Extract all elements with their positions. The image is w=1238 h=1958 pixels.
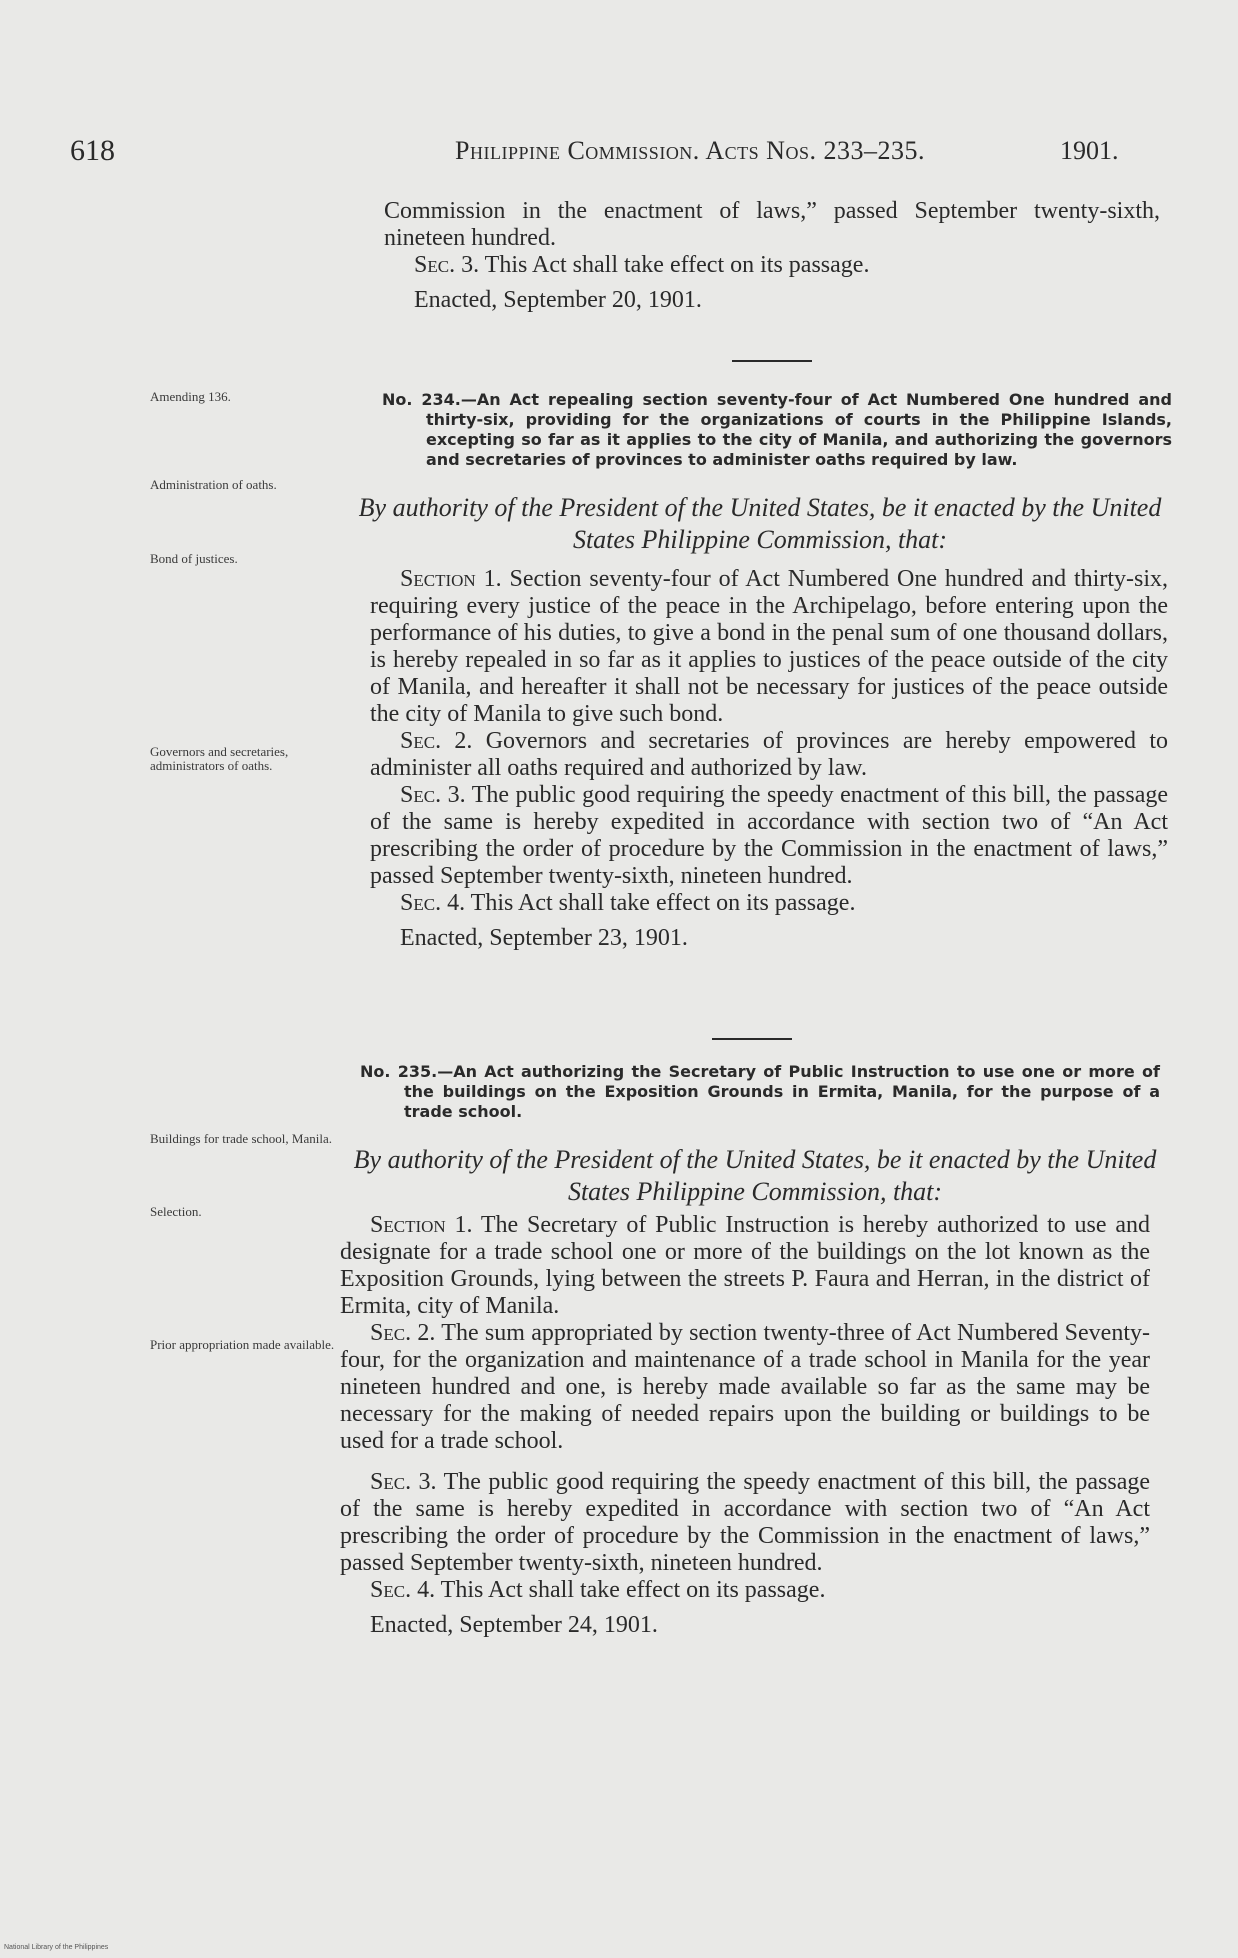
section-label: Sec. 3. bbox=[414, 252, 480, 278]
act-234-enacting-clause: By authority of the President of the United States, be it enacted by the United States Philippine Commission, that: bbox=[358, 493, 1162, 554]
act-234-title bbox=[382, 390, 1172, 470]
act-number: No. 235. bbox=[360, 1062, 438, 1081]
running-head: Philippine Commission. Acts Nos. 233–235. bbox=[455, 136, 925, 165]
margin-note-prior-appropriation: Prior appropriation made available. bbox=[150, 1337, 335, 1352]
act-233-para: Commission in the enactment of laws,” passed September twenty-sixth, nineteen hundred. bbox=[384, 198, 1160, 251]
act-234-sec2 bbox=[370, 728, 1168, 782]
margin-note-bond: Bond of justices. bbox=[150, 551, 238, 566]
act-234-body bbox=[370, 566, 1168, 952]
section-text: This Act shall take effect on its passage. bbox=[440, 1577, 826, 1603]
act-235-enacted: Enacted, September 24, 1901. bbox=[370, 1612, 658, 1638]
section-label: Sec. 3. bbox=[370, 1469, 437, 1495]
section-text: This Act shall take effect on its passage. bbox=[470, 890, 856, 916]
act-233-enacted: Enacted, September 20, 1901. bbox=[414, 287, 702, 313]
section-text: The Secretary of Public Instruction is hereby authorized to use and designate for a trade school one or more of the buildings on the lot known as the Exposition Grounds, lying between the streets P. Faura and Herran, in the district of Ermita, city of Manila. bbox=[340, 1212, 1150, 1319]
act-234-sec3 bbox=[370, 782, 1168, 890]
margin-note-administration: Administration of oaths. bbox=[150, 477, 277, 492]
section-label: Sec. 2. bbox=[370, 1320, 436, 1346]
act-235-sec1 bbox=[340, 1212, 1150, 1320]
act-233-tail bbox=[360, 198, 1160, 314]
margin-note-governors: Governors and secretaries, administrators of oaths. bbox=[150, 744, 289, 773]
act-235-body bbox=[340, 1212, 1150, 1639]
margin-note-buildings: Buildings for trade school, Manila. bbox=[150, 1131, 332, 1146]
act-title-text: —An Act repealing section seventy-four of Act Numbered One hundred and thirty-six, providing for the organizations of courts in the Philippine Islands, excepting so far as it applies to the city of Manila, and authorizing the governors and secretaries of provinces to administer oaths required by law. bbox=[426, 390, 1173, 469]
margin-note-selection: Selection. bbox=[150, 1204, 202, 1219]
section-text: This Act shall take effect on its passage. bbox=[484, 252, 870, 278]
section-text: Section seventy-four of Act Numbered One hundred and thirty-six, requiring every justice of the peace in the Archipelago, before entering upon the performance of his duties, to give a bond in the penal sum of one thousand dollars, is hereby repealed in so far as it applies to justices of the peace outside of the city of Manila, and hereafter it shall not be necessary for justices of the peace outside the city of Manila to give such bond. bbox=[370, 566, 1169, 727]
act-235-sec4 bbox=[340, 1577, 1150, 1604]
page-header bbox=[0, 134, 1238, 174]
section-label: Section 1. bbox=[370, 1212, 473, 1238]
section-divider bbox=[732, 360, 812, 362]
section-label: Sec. 4. bbox=[370, 1577, 436, 1603]
section-label: Sec. 3. bbox=[400, 782, 466, 808]
act-234-sec1 bbox=[370, 566, 1168, 728]
running-head-year: 1901. bbox=[1060, 136, 1119, 165]
act-235-sec3 bbox=[340, 1469, 1150, 1577]
section-text: Governors and secretaries of provinces are hereby empowered to administer all oaths required and authorized by law. bbox=[370, 728, 1168, 781]
section-label: Section 1. bbox=[400, 566, 502, 592]
act-title-text: —An Act authorizing the Secretary of Public Instruction to use one or more of the buildings on the Exposition Grounds in Ermita, Manila, for the purpose of a trade school. bbox=[404, 1062, 1160, 1121]
act-number: No. 234. bbox=[382, 390, 461, 409]
section-text: The public good requiring the speedy enactment of this bill, the passage of the same is hereby expedited in accordance with section two of “An Act prescribing the order of procedure by the Commission in the enactment of laws,” passed September twenty-sixth, nineteen hundred. bbox=[340, 1469, 1151, 1576]
act-235-sec2 bbox=[340, 1320, 1150, 1455]
scan-credit: National Library of the Philippines bbox=[4, 1944, 109, 1951]
margin-note-amending: Amending 136. bbox=[150, 389, 231, 404]
section-label: Sec. 4. bbox=[400, 890, 466, 916]
act-234-sec4 bbox=[370, 890, 1168, 917]
section-label: Sec. 2. bbox=[400, 728, 473, 754]
act-235-title bbox=[360, 1062, 1160, 1122]
section-divider bbox=[712, 1038, 792, 1040]
act-235-enacting-clause: By authority of the President of the United States, be it enacted by the United States Philippine Commission, that: bbox=[353, 1145, 1157, 1206]
act-234-enacted: Enacted, September 23, 1901. bbox=[400, 925, 688, 951]
section-text: The public good requiring the speedy enactment of this bill, the passage of the same is hereby expedited in accordance with section two of “An Act prescribing the order of procedure by the Commission in the enactment of laws,” passed September twenty-sixth, nineteen hundred. bbox=[370, 782, 1169, 889]
section-text: The sum appropriated by section twenty-three of Act Numbered Seventy-four, for the organization and maintenance of a trade school in Manila for the year nineteen hundred and one, is hereby made available so far as the same may be necessary for the making of needed repairs upon the building or buildings to be used for a trade school. bbox=[340, 1320, 1150, 1454]
page-number: 618 bbox=[70, 134, 115, 167]
act-233-sec3 bbox=[360, 252, 1160, 279]
